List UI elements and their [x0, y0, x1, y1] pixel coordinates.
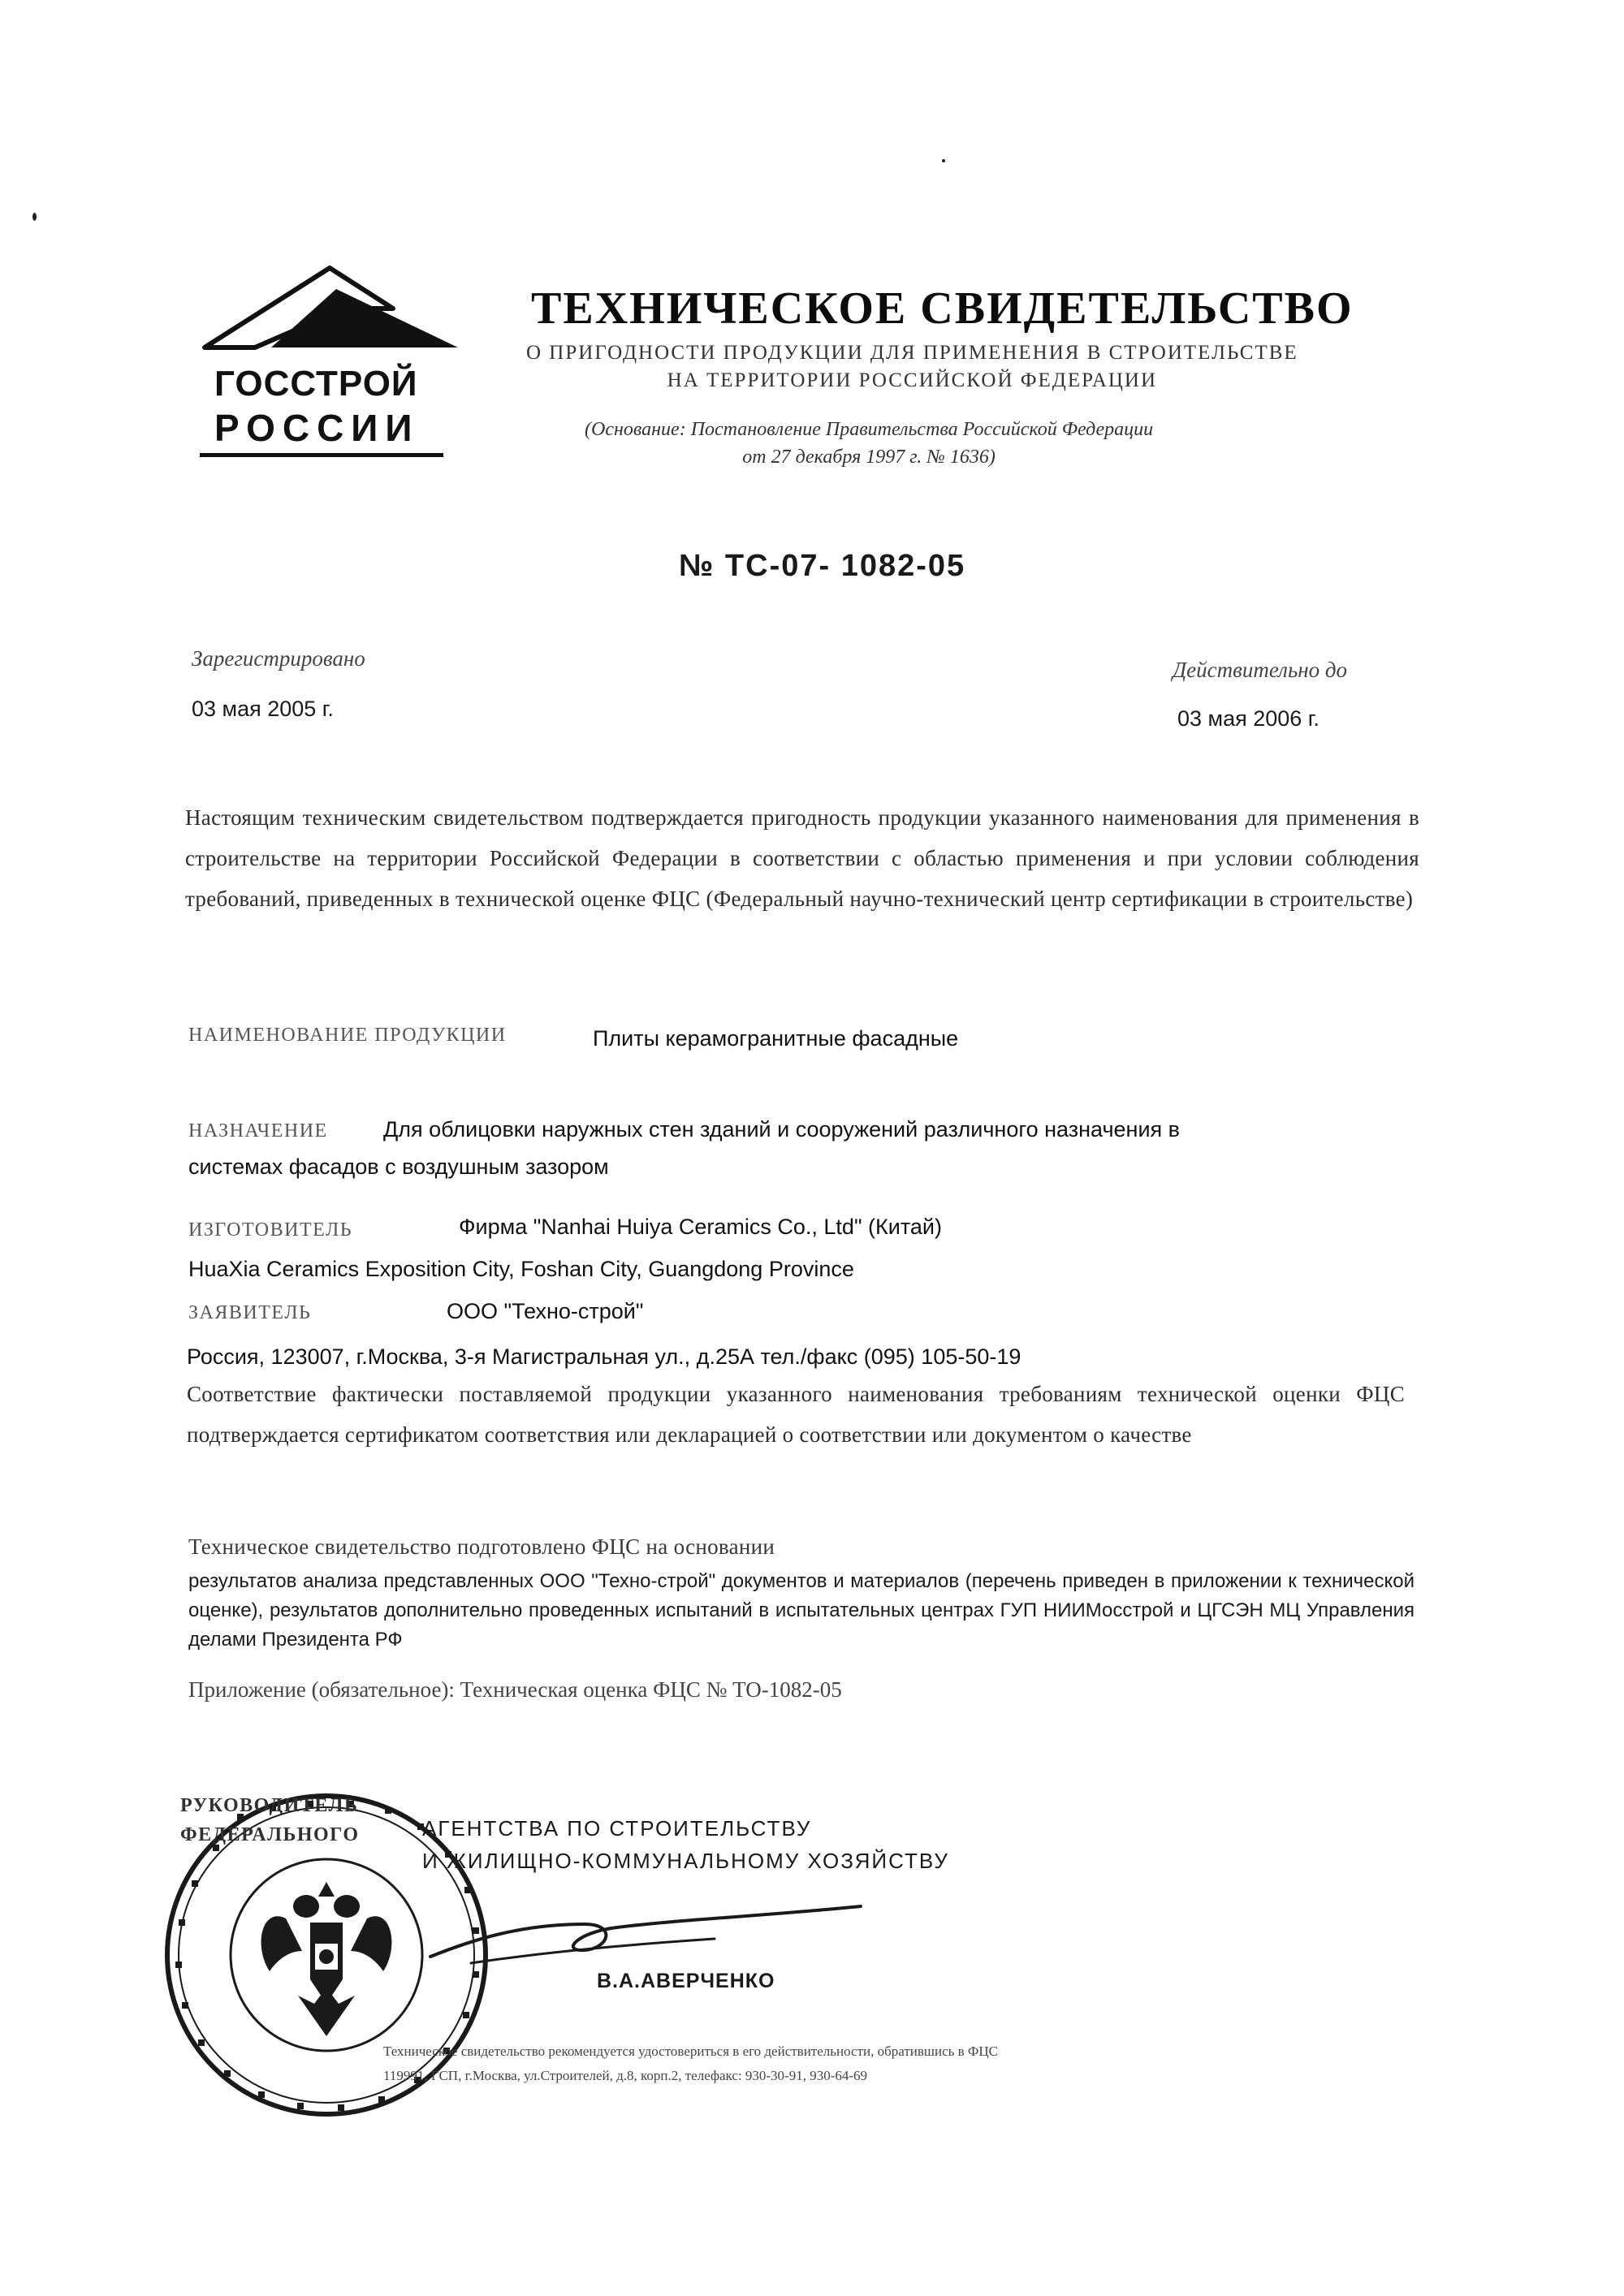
prepared-paragraph-part-1: Техническое свидетельство подготовлено ФЦС на основании — [188, 1534, 775, 1559]
document-subtitle — [526, 339, 1298, 395]
signatory-agency — [422, 1812, 949, 1877]
purpose-value-line-2: системах фасадов с воздушным зазором — [188, 1154, 609, 1179]
signature-icon — [422, 1892, 877, 1981]
agency-line-2: И ЖИЛИЩНО-КОММУНАЛЬНОМУ ХОЗЯЙСТВУ — [422, 1849, 949, 1873]
conformity-paragraph: Соответствие фактически поставляемой продукции указанного наименования требованиям технической оценки ФЦС подтверждается сертификатом соответствия или декларацией о соответствии или документом о качестве — [187, 1382, 1405, 1447]
product-label: НАИМЕНОВАНИЕ ПРОДУКЦИИ — [188, 1025, 507, 1046]
logo-line-2: РОССИИ — [214, 407, 420, 449]
purpose-value-line-1: Для облицовки наружных стен зданий и сооружений различного назначения в — [383, 1117, 1181, 1142]
product-value: Плиты керамогранитные фасадные — [593, 1026, 959, 1051]
basis-line-1: (Основание: Постановление Правительства Российской Федерации — [585, 419, 1154, 440]
subtitle-line-2: НА ТЕРРИТОРИИ РОССИЙСКОЙ ФЕДЕРАЦИИ — [667, 369, 1158, 391]
footer-line-2: 119991, ГСП, г.Москва, ул.Строителей, д.8, корп.2, телефакс: 930-30-91, 930-64-69 — [383, 2068, 868, 2083]
footer-note — [383, 2039, 998, 2088]
mountain-roof-icon — [198, 258, 466, 364]
valid-until-date: 03 мая 2006 г. — [1177, 706, 1320, 731]
gosstroy-logo — [198, 258, 466, 461]
applicant-address: Россия, 123007, г.Москва, 3-я Магистральная ул., д.25А тел./факс (095) 105-50-19 — [187, 1344, 1021, 1369]
subtitle-line-1: О ПРИГОДНОСТИ ПРОДУКЦИИ ДЛЯ ПРИМЕНЕНИЯ В СТРОИТЕЛЬСТВЕ — [526, 342, 1298, 364]
footer-line-1: Техническое свидетельство рекомендуется удостовериться в его действительности, обратившись в ФЦС — [383, 2044, 998, 2059]
valid-until-label: Действительно до — [1173, 658, 1348, 682]
signatory-name: В.А.АВЕРЧЕНКО — [597, 1970, 775, 1992]
manufacturer-value: Фирма "Nanhai Huiya Ceramics Co., Ltd" (Китай) — [459, 1215, 942, 1239]
certificate-number: № ТС-07- 1082-05 — [679, 549, 966, 583]
registered-date: 03 мая 2005 г. — [192, 697, 334, 721]
manufacturer-address: HuaXia Ceramics Exposition City, Foshan City, Guangdong Province — [188, 1257, 854, 1281]
signatory-head-line-2: ФЕДЕРАЛЬНОГО — [180, 1824, 360, 1845]
document-title: ТЕХНИЧЕСКОЕ СВИДЕТЕЛЬСТВО — [531, 283, 1354, 334]
handwritten-signature — [422, 1892, 877, 1981]
intro-paragraph: Настоящим техническим свидетельством подтверждается пригодность продукции указанного наименования для применения в строительстве на территории Российской Федерации в соответствии с областью применения и при условии соблюдения требований, приведенных в технической оценке ФЦС (Федеральный научно-технический центр сертификации в строительстве) — [185, 805, 1419, 911]
prepared-paragraph-part-2: результатов анализа представленных ООО "Техно-строй" документов и материалов (перечень приведен в приложении к технической оценке), результатов дополнительно проведенных испытаний в испытательных центрах ГУП НИИМосстрой и ЦГСЭН МЦ Управления делами Президента РФ — [188, 1570, 1415, 1651]
agency-line-1: АГЕНТСТВА ПО СТРОИТЕЛЬСТВУ — [422, 1816, 812, 1841]
registered-label: Зарегистрировано — [192, 646, 365, 671]
scan-speck — [32, 213, 37, 221]
basis-line-2: от 27 декабря 1997 г. № 1636) — [742, 447, 996, 468]
scan-speck — [942, 159, 945, 162]
logo-underline — [200, 453, 443, 457]
signatory-head-line-1: РУКОВОДИТЕЛЬ — [180, 1795, 359, 1816]
applicant-label: ЗАЯВИТЕЛЬ — [188, 1302, 312, 1323]
manufacturer-label: ИЗГОТОВИТЕЛЬ — [188, 1219, 353, 1241]
purpose-label: НАЗНАЧЕНИЕ — [188, 1120, 328, 1142]
appendix-line: Приложение (обязательное): Техническая оценка ФЦС № ТО-1082-05 — [188, 1677, 842, 1702]
signatory-head — [180, 1791, 360, 1849]
logo-line-1: ГОССТРОЙ — [214, 364, 418, 404]
legal-basis — [585, 416, 1153, 471]
applicant-value: ООО "Техно-строй" — [447, 1299, 644, 1323]
